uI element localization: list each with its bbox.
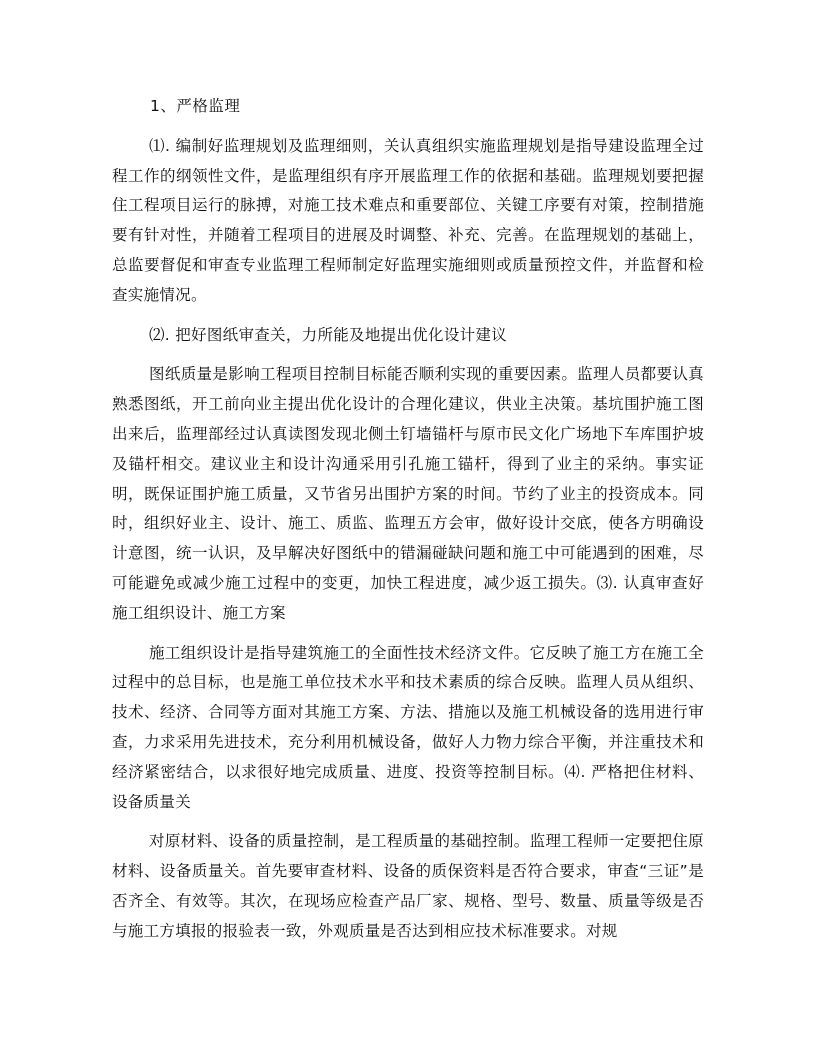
paragraph-1: ⑴. 编制好监理规划及监理细则，关认真组织实施监理规划是指导建设监理全过程工作的纲领性文件，是监理组织有序开展监理工作的依据和基础。监理规划要把握住工程项目运行的脉搏，对施工技术难点和重要部位、关键工序要有对策，控制措施要有针对性，并随着工程项目的进展及时调整、补充、完善。在监理规划的基础上，总监要督促和审查专业监理工程师制定好监理实施细则或质量预控文件，并监督和检查实施情况。 — [112, 136, 704, 304]
section-heading: 1、严格监理 — [150, 97, 241, 115]
paragraph-5: 对原材料、设备的质量控制，是工程质量的基础控制。监理工程师一定要把住原材料、设备质量关。首先要审查材料、设备的质保资料是否符合要求，审查“三证”是否齐全、有效等。其次，在现场应检查产品厂家、规格、型号、数量、质量等级是否与施工方填报的报验表一致，外观质量是否达到相应技术标准要求。对规 — [112, 832, 704, 940]
paragraph-3: 图纸质量是影响工程项目控制目标能否顺利实现的重要因素。监理人员都要认真熟悉图纸，开工前向业主提出优化设计的合理化建议，供业主决策。基坑围护施工图出来后，监理部经过认真读图发现北侧土钉墙锚杆与原市民文化广场地下车库围护坡及锚杆相交。建议业主和设计沟通采用引孔施工锚杆，得到了业主的采纳。事实证明，既保证围护施工质量，又节省另出围护方案的时间。节约了业主的投资成本。同时，组织好业主、设计、施工、质监、监理五方会审，做好设计交底，使各方明确设计意图，统一认识，及早解决好图纸中的错漏碰缺问题和施工中可能遇到的困难，尽可能避免或减少施工过程中的变更，加快工程进度，减少返工损失。⑶. 认真审查好施工组织设计、施工方案 — [112, 365, 704, 622]
paragraph-2-subheading: ⑵. 把好图纸审查关，力所能及地提出优化设计建议 — [149, 325, 508, 344]
paragraph-4: 施工组织设计是指导建筑施工的全面性技术经济文件。它反映了施工方在施工全过程中的总目标，也是施工单位技术水平和技术素质的综合反映。监理人员从组织、技术、经济、合同等方面对其施工方案、方法、措施以及施工机械设备的选用进行审查，力求采用先进技术，充分利用机械设备，做好人力物力综合平衡，并注重技术和经济紧密结合，以求很好地完成质量、进度、投资等控制目标。⑷. 严格把住材料、设备质量关 — [112, 643, 704, 811]
document-body — [112, 92, 704, 957]
